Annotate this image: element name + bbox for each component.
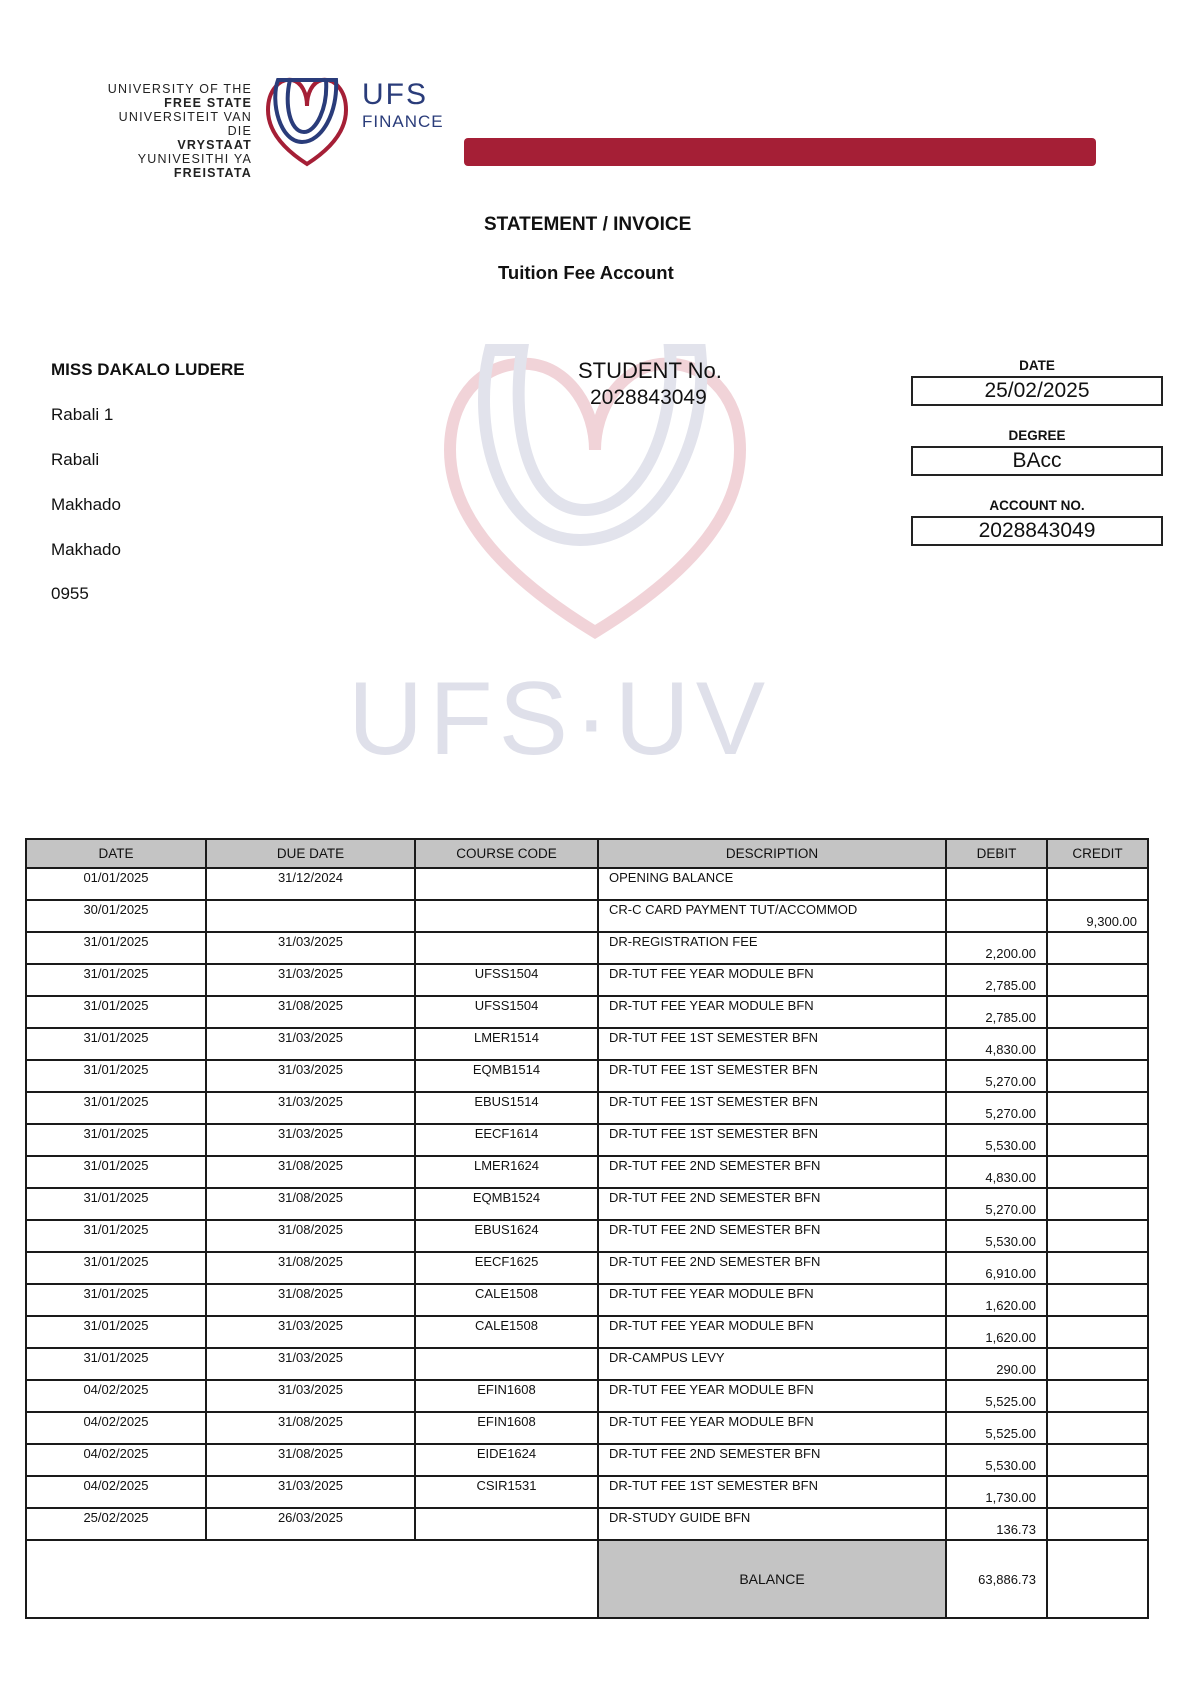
row-date: 31/01/2025 xyxy=(26,1284,206,1316)
row-description: DR-TUT FEE YEAR MODULE BFN xyxy=(598,1284,946,1316)
row-credit xyxy=(1047,868,1148,900)
row-course-code xyxy=(415,1348,598,1380)
row-date: 01/01/2025 xyxy=(26,868,206,900)
row-course-code: EFIN1608 xyxy=(415,1380,598,1412)
row-debit: 1,620.00 xyxy=(946,1284,1047,1316)
header-accent-bar xyxy=(464,138,1096,166)
row-credit xyxy=(1047,1284,1148,1316)
row-description: DR-TUT FEE YEAR MODULE BFN xyxy=(598,1412,946,1444)
student-number-label: STUDENT No. xyxy=(578,358,722,383)
row-description: DR-REGISTRATION FEE xyxy=(598,932,946,964)
row-description: DR-TUT FEE 1ST SEMESTER BFN xyxy=(598,1028,946,1060)
table-row xyxy=(26,1092,1148,1124)
row-date: 04/02/2025 xyxy=(26,1444,206,1476)
row-due-date: 31/08/2025 xyxy=(206,996,415,1028)
row-due-date: 31/03/2025 xyxy=(206,1476,415,1508)
balance-value: 63,886.73 xyxy=(946,1540,1047,1618)
row-description: DR-TUT FEE 2ND SEMESTER BFN xyxy=(598,1220,946,1252)
row-course-code xyxy=(415,932,598,964)
university-line: UNIVERSITEIT VAN DIE xyxy=(118,110,252,138)
row-due-date: 31/12/2024 xyxy=(206,868,415,900)
row-course-code: EECF1614 xyxy=(415,1124,598,1156)
table-row xyxy=(26,900,1148,932)
row-description: DR-CAMPUS LEVY xyxy=(598,1348,946,1380)
row-due-date: 31/03/2025 xyxy=(206,1028,415,1060)
row-course-code: CALE1508 xyxy=(415,1284,598,1316)
balance-row xyxy=(26,1540,1148,1618)
row-debit: 2,785.00 xyxy=(946,964,1047,996)
date-value: 25/02/2025 xyxy=(911,376,1163,406)
row-due-date: 31/03/2025 xyxy=(206,1348,415,1380)
row-date: 04/02/2025 xyxy=(26,1412,206,1444)
row-due-date: 31/03/2025 xyxy=(206,1060,415,1092)
table-row xyxy=(26,1476,1148,1508)
date-label: DATE xyxy=(1019,358,1055,373)
row-credit xyxy=(1047,1444,1148,1476)
row-course-code: UFSS1504 xyxy=(415,996,598,1028)
row-course-code: LMER1514 xyxy=(415,1028,598,1060)
row-date: 31/01/2025 xyxy=(26,996,206,1028)
row-course-code xyxy=(415,900,598,932)
row-due-date: 31/03/2025 xyxy=(206,1092,415,1124)
university-line: FREISTATA xyxy=(173,166,252,180)
row-date: 25/02/2025 xyxy=(26,1508,206,1540)
row-description: DR-TUT FEE YEAR MODULE BFN xyxy=(598,964,946,996)
row-debit: 290.00 xyxy=(946,1348,1047,1380)
row-credit xyxy=(1047,1252,1148,1284)
row-debit: 2,785.00 xyxy=(946,996,1047,1028)
row-date: 31/01/2025 xyxy=(26,964,206,996)
row-date: 30/01/2025 xyxy=(26,900,206,932)
row-due-date: 31/08/2025 xyxy=(206,1252,415,1284)
row-course-code: EQMB1524 xyxy=(415,1188,598,1220)
row-course-code: EFIN1608 xyxy=(415,1412,598,1444)
row-date: 31/01/2025 xyxy=(26,1124,206,1156)
row-due-date xyxy=(206,900,415,932)
row-date: 31/01/2025 xyxy=(26,932,206,964)
row-due-date: 31/08/2025 xyxy=(206,1220,415,1252)
row-debit xyxy=(946,868,1047,900)
row-due-date: 31/08/2025 xyxy=(206,1156,415,1188)
document-subtitle: Tuition Fee Account xyxy=(498,262,674,283)
row-due-date: 31/03/2025 xyxy=(206,1124,415,1156)
document-title: STATEMENT / INVOICE xyxy=(484,214,692,235)
header-credit: CREDIT xyxy=(1047,839,1148,868)
row-credit xyxy=(1047,932,1148,964)
row-course-code: EECF1625 xyxy=(415,1252,598,1284)
ufs-finance-logo xyxy=(362,80,444,132)
row-credit xyxy=(1047,1156,1148,1188)
row-credit xyxy=(1047,1060,1148,1092)
row-date: 31/01/2025 xyxy=(26,1348,206,1380)
address-line: Rabali xyxy=(51,450,100,469)
row-description: DR-TUT FEE 2ND SEMESTER BFN xyxy=(598,1252,946,1284)
row-date: 31/01/2025 xyxy=(26,1060,206,1092)
row-date: 31/01/2025 xyxy=(26,1188,206,1220)
university-line: VRYSTAAT xyxy=(177,138,252,152)
row-date: 31/01/2025 xyxy=(26,1092,206,1124)
row-debit: 4,830.00 xyxy=(946,1156,1047,1188)
row-date: 31/01/2025 xyxy=(26,1220,206,1252)
row-debit: 1,730.00 xyxy=(946,1476,1047,1508)
row-credit xyxy=(1047,1348,1148,1380)
table-row xyxy=(26,1508,1148,1540)
row-description: DR-STUDY GUIDE BFN xyxy=(598,1508,946,1540)
degree-label: DEGREE xyxy=(1008,428,1066,443)
row-debit: 5,530.00 xyxy=(946,1444,1047,1476)
university-name-block xyxy=(96,82,252,180)
row-course-code xyxy=(415,1508,598,1540)
row-course-code: EBUS1514 xyxy=(415,1092,598,1124)
address-line: Makhado xyxy=(51,540,121,559)
row-due-date: 31/08/2025 xyxy=(206,1188,415,1220)
row-due-date: 31/03/2025 xyxy=(206,1380,415,1412)
balance-label: BALANCE xyxy=(598,1540,946,1618)
row-credit xyxy=(1047,996,1148,1028)
row-credit xyxy=(1047,1188,1148,1220)
row-credit xyxy=(1047,1508,1148,1540)
row-course-code: CALE1508 xyxy=(415,1316,598,1348)
row-debit: 4,830.00 xyxy=(946,1028,1047,1060)
row-description: DR-TUT FEE 1ST SEMESTER BFN xyxy=(598,1092,946,1124)
balance-empty-cell xyxy=(26,1540,598,1618)
row-description: DR-TUT FEE 1ST SEMESTER BFN xyxy=(598,1124,946,1156)
watermark-text: UFS·UV xyxy=(348,661,772,777)
account-number-value: 2028843049 xyxy=(911,516,1163,546)
transactions-table xyxy=(25,838,1149,1619)
row-credit: 9,300.00 xyxy=(1047,900,1148,932)
row-description: DR-TUT FEE 1ST SEMESTER BFN xyxy=(598,1476,946,1508)
recipient-name: MISS DAKALO LUDERE xyxy=(51,360,245,379)
row-description: OPENING BALANCE xyxy=(598,868,946,900)
row-course-code: UFSS1504 xyxy=(415,964,598,996)
table-row xyxy=(26,932,1148,964)
watermark-heart-icon xyxy=(430,340,760,640)
row-debit: 136.73 xyxy=(946,1508,1047,1540)
header-debit: DEBIT xyxy=(946,839,1047,868)
row-debit: 6,910.00 xyxy=(946,1252,1047,1284)
row-credit xyxy=(1047,1220,1148,1252)
table-row xyxy=(26,996,1148,1028)
row-description: DR-TUT FEE YEAR MODULE BFN xyxy=(598,996,946,1028)
row-due-date: 26/03/2025 xyxy=(206,1508,415,1540)
row-due-date: 31/08/2025 xyxy=(206,1284,415,1316)
row-date: 04/02/2025 xyxy=(26,1380,206,1412)
row-date: 31/01/2025 xyxy=(26,1252,206,1284)
row-course-code: EQMB1514 xyxy=(415,1060,598,1092)
row-description: DR-TUT FEE YEAR MODULE BFN xyxy=(598,1316,946,1348)
header-description: DESCRIPTION xyxy=(598,839,946,868)
table-row xyxy=(26,868,1148,900)
address-line: Makhado xyxy=(51,495,121,514)
logo-brand: UFS xyxy=(362,78,428,111)
row-credit xyxy=(1047,1316,1148,1348)
table-row xyxy=(26,1028,1148,1060)
row-debit: 5,270.00 xyxy=(946,1188,1047,1220)
row-description: DR-TUT FEE 2ND SEMESTER BFN xyxy=(598,1188,946,1220)
header-date: DATE xyxy=(26,839,206,868)
table-row xyxy=(26,1188,1148,1220)
row-description: DR-TUT FEE YEAR MODULE BFN xyxy=(598,1380,946,1412)
student-number: 2028843049 xyxy=(590,386,707,409)
ufs-heart-logo-icon xyxy=(262,72,352,168)
row-debit: 1,620.00 xyxy=(946,1316,1047,1348)
table-row xyxy=(26,1252,1148,1284)
address-postal-code: 0955 xyxy=(51,584,89,603)
row-debit: 5,530.00 xyxy=(946,1124,1047,1156)
university-line: UNIVERSITY OF THE xyxy=(107,82,252,96)
table-row xyxy=(26,1316,1148,1348)
row-course-code: LMER1624 xyxy=(415,1156,598,1188)
table-row xyxy=(26,1380,1148,1412)
account-number-label: ACCOUNT NO. xyxy=(989,498,1085,513)
row-description: DR-TUT FEE 1ST SEMESTER BFN xyxy=(598,1060,946,1092)
university-line: FREE STATE xyxy=(164,96,252,110)
header-due-date: DUE DATE xyxy=(206,839,415,868)
row-course-code xyxy=(415,868,598,900)
row-date: 31/01/2025 xyxy=(26,1028,206,1060)
row-date: 04/02/2025 xyxy=(26,1476,206,1508)
row-description: DR-TUT FEE 2ND SEMESTER BFN xyxy=(598,1156,946,1188)
row-date: 31/01/2025 xyxy=(26,1316,206,1348)
table-header-row xyxy=(26,839,1148,868)
row-debit: 5,525.00 xyxy=(946,1412,1047,1444)
table-row xyxy=(26,1412,1148,1444)
row-credit xyxy=(1047,1092,1148,1124)
table-row xyxy=(26,1156,1148,1188)
row-debit: 5,270.00 xyxy=(946,1060,1047,1092)
row-due-date: 31/08/2025 xyxy=(206,1444,415,1476)
table-row xyxy=(26,1220,1148,1252)
row-debit: 5,530.00 xyxy=(946,1220,1047,1252)
table-row xyxy=(26,1348,1148,1380)
row-credit xyxy=(1047,1412,1148,1444)
row-description: DR-TUT FEE 2ND SEMESTER BFN xyxy=(598,1444,946,1476)
university-line: YUNIVESITHI YA xyxy=(137,152,252,166)
logo-brand-sub: FINANCE xyxy=(362,112,444,131)
row-course-code: EBUS1624 xyxy=(415,1220,598,1252)
row-debit: 5,270.00 xyxy=(946,1092,1047,1124)
address-line: Rabali 1 xyxy=(51,405,114,424)
row-course-code: CSIR1531 xyxy=(415,1476,598,1508)
table-row xyxy=(26,1444,1148,1476)
row-credit xyxy=(1047,1476,1148,1508)
header-course-code: COURSE CODE xyxy=(415,839,598,868)
table-row xyxy=(26,964,1148,996)
table-row xyxy=(26,1124,1148,1156)
row-debit: 2,200.00 xyxy=(946,932,1047,964)
row-due-date: 31/08/2025 xyxy=(206,1412,415,1444)
row-credit xyxy=(1047,1124,1148,1156)
row-credit xyxy=(1047,1380,1148,1412)
row-debit: 5,525.00 xyxy=(946,1380,1047,1412)
row-description: CR-C CARD PAYMENT TUT/ACCOMMOD xyxy=(598,900,946,932)
row-due-date: 31/03/2025 xyxy=(206,964,415,996)
row-due-date: 31/03/2025 xyxy=(206,932,415,964)
row-date: 31/01/2025 xyxy=(26,1156,206,1188)
degree-value: BAcc xyxy=(911,446,1163,476)
row-due-date: 31/03/2025 xyxy=(206,1316,415,1348)
row-course-code: EIDE1624 xyxy=(415,1444,598,1476)
row-debit xyxy=(946,900,1047,932)
row-credit xyxy=(1047,964,1148,996)
table-row xyxy=(26,1284,1148,1316)
row-credit xyxy=(1047,1028,1148,1060)
balance-credit-cell xyxy=(1047,1540,1148,1618)
transactions-body xyxy=(26,868,1148,1540)
table-row xyxy=(26,1060,1148,1092)
